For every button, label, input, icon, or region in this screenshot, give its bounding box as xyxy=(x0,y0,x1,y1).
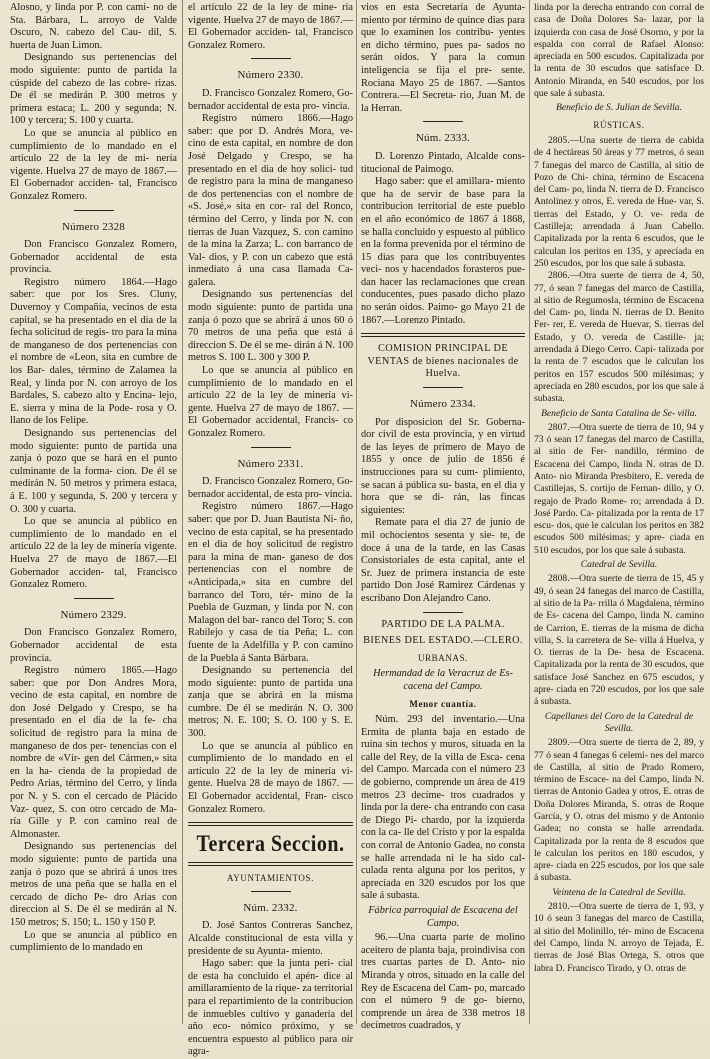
paragraph: Lo que se anuncia al público en cumplimiento de lo mandado en el artículo 22 de la ley de minería vi- gente. Huelva 28 de mayo de 1867. —El Gobernador accidental, Fran- cisco Gonzalez Romero. xyxy=(188,740,353,815)
paragraph: Registro número 1865.—Hago saber: que por Don Andres Mora, vecino de esta capital, en nombre de don José Delgado y Crespo, se ha presentado en el dia de la fe- cha solicitud de registro para la mina de manganeso de dos per- tenencias con el nombre de «Vír- gen del Cármen,» sita en la ha- cienda de la propiedad de Pedro Arias, término del Cerro, y linda por N. y S. con el cercado de Plácido Vaz- quez, S. con otro cercado de Ma- ría Gille y P. con camino real de Almonaster. xyxy=(10,665,177,840)
notice-number: Núm. 2332. xyxy=(243,901,298,914)
section-title: Tercera Seccion. xyxy=(196,831,345,857)
paragraph: Por disposicion del Sr. Goberna- dor civil de esta provincia, y en virtud de las leyes de primero de Mayo de 1855 y once de julio de 1856 é instrucciones para su cum- plimiento, se sacan á pública su- basta, en el dia y hora que se di- rán, las fincas siguientes: xyxy=(361,416,525,516)
separator-rule xyxy=(423,121,463,122)
column-1 xyxy=(10,2,177,1020)
separator-rule xyxy=(74,210,114,211)
paragraph: D. Francisco Gonzalez Romero, Go- bernador accidental, de esta pro- vincia. xyxy=(188,476,353,500)
type-heading: URBANAS. xyxy=(417,652,469,663)
paragraph: 2806.—Otra suerte de tierra de 4, 50, 77, ó sean 7 fanegas del marco de Castilla, al sitio de Regumosla, término de Escacena del Cam- po, linda N. tierras de D. Benito Fer- rer, E. vereda de Huevar, S. tierras del Estado, y O. vereda de Castille- ja; arrendada á Diego Cerro. Capi- talizada por la renta de 7 escudos que le calculan los peritos en 157 escudos 500 milésimas; y aprecíada en 280 escudos, por los que sale á subasta. xyxy=(534,270,704,405)
paragraph: Lo que se anuncia al público en cumplimiento de lo mandado en el artículo 22 de la ley de minería vigente. Huelva 27 de mayo de 1867.—El Gobernador acciden- tal, Francisco Gonzalez Romero. xyxy=(10,516,177,591)
paragraph: Lo que se anuncia al público en cumplimiento de lo mandado en el artículo 22 de la ley de minería vi- gente. Huelva 27 de mayo de 1867. —El Gobernador accidental, Francis- co Gonzalez Romero. xyxy=(188,365,353,439)
notice-number: Número 2331. xyxy=(237,457,304,470)
paragraph: Hago saber: que el amillara- miento que ha de servir de base para la contribucion territorial de este pueblo en el año económico de 1867 á 1868, se halla concluido y espuesto al público en la forma prevenida por el término de 15 dias para que los contribuyentes veci- nos y hacendados forasteros pue- dan hacer las reclamaciones que crean conducentes, pues pasado dicho plazo no serán oidos. Paimo- go Mayo 21 de 1867.—Lorenzo Pintado. xyxy=(361,176,525,326)
paragraph: Registro número 1864.—Hago saber: que por los Sres. Cluny, Duvernoy y Compañía, vecinos de esta capital, se ha presentado en el dia de la fecha solicitud de regis- tro para la mina de manganeso de dos pertenencias con el nombre de «Leon, sita en cumbre de los Bar- dales, término de Zalamea la Real, y linda por N. con arroyo de los Bardales, S. cabezo alto y Encina- lejo, E. sierra y mina de la Pode- rosa y O. llano de los Felipe. xyxy=(10,276,177,427)
paragraph: 2807.—Otra suerte de tierra de 10, 94 y 73 ó sean 17 fanegas del marco de Castilla, al sitio de Fer- nandillo, término de Escacena del Campo, linda N. otras de D. Anto- nio Miranda Presbítero, E. vereda de Castillejas, S. cortijo de Fernan- dillo, y O. regajo de Prado Rome- ro; arrendada á D. José Pardo. Ca- pitalizada por la renta de 17 escu- dos, que le calculan los peritos en 382 escudos 500 milésimas; y apre- ciada en 510 escudos, por los que sale á subasta. xyxy=(534,421,704,556)
column-divider xyxy=(356,0,357,1024)
column-3 xyxy=(361,2,525,1032)
paragraph: Designando sus pertenencias del modo siguiente: punto de partida una zanja ó pozo que se abrirá á unos 60 ó 70 metros de una peña que está á direccion S. De él se me- dirán á N. 100 metros S. 100 L. 300 y 300 P. xyxy=(188,289,353,364)
category-heading: BIENES DEL ESTADO.—CLERO. xyxy=(363,635,523,647)
entity-heading: Hermandad de la Veracruz de Es- cacena del Campo. xyxy=(373,668,513,692)
paragraph: Designando sus pertenencias del modo siguiente: punto de partida la cúspide del cabezo de las cobre- rizas. De él se medirán P. 300 metros y primera estaca; L. 200 y segunda; N. 100 y tercera; S. 100 y cuarta. xyxy=(10,52,177,127)
column-divider xyxy=(529,0,530,1024)
paragraph: D. José Santos Contreras Sanchez, Alcalde constitucional de esta villa y presidente de su Ayunta- miento. xyxy=(188,920,353,957)
separator-rule xyxy=(251,447,291,448)
paragraph: Registro número 1866.—Hago saber: que por D. Andrés Mora, ve- cino de esta capital, en nombre de don José Delgado y Crespo, se ha presentado en el dia de hoy solici- tud de registro para la mina de manganeso de dos pertenencias con el nombre de «S. José,» sita en cor- ral del Ronco, término del Cerro, y linda por N. con tierras de Juan Vazquez, S. con camino de la mina la Zarza; L. con barranco de Val- dios, y P. con un cabezo que está inmediato á una casa llamada Ca- galera. xyxy=(188,113,353,288)
entity-heading: Capellanes del Coro de la Catedral de Sevilla. xyxy=(544,710,694,734)
paragraph: linda por la derecha entrando con corral de casa de Doña Dolores Sa- lazar, por la izquierda con casa de José Osorno, y por la espalda con corral de Rafael Alonso: aprecíada en 500 escudos. Capitalizada por la renta de 30 escudos que satisface D. Antonio Miranda, en 540 escudos, por los que sale á subasta. xyxy=(534,2,704,100)
paragraph: 2805.—Una suerte de tierra de cabida de 4 hectáreas 50 áreas y 77 metros, ó sean 7 fanegas del marco de Castilla, al sitio de Pozo de Chi- china, término de Escacena del Cam- po, linda N. tierra de D. Francisco Antolinez y otros, E. vereda de Hue- var, S. tierras del Estado, y O. ve- reda de Castilleja; arrendada á Juan Cabello. Capitalizada por la renta 6 escudos, que le calculan los peritos en 135, y aprecíada en 250 escudos, por los que sale á subasta. xyxy=(534,134,704,269)
paragraph: D. Lorenzo Pintado, Alcalde cons- titucional de Paimogo. xyxy=(361,150,525,175)
column-4 xyxy=(534,2,704,1020)
separator-rule xyxy=(251,58,291,59)
entity-heading: Fábrica parroquial de Escacena del Campo. xyxy=(368,905,518,929)
entity-heading: Beneficio de Santa Catalina de Se- villa. xyxy=(541,407,697,419)
paragraph: Registro número 1867.—Hago saber: que por D. Juan Bautista Ni- ño, vecino de esta capital, se ha presentado en el dia de hoy solicitud de registro para la mina de man- ganeso de dos pertenencias con el nombre de «Anticipada,» sita en cumbre del barranco del Toro, tér- mino de la Puebla de Guzman, y linda por N. con Malagon del bar- ranco del Toro; S. con Rabilejo y casa de tia Peña; L. con fuente de la Adelfilla y P. con camino de la Puebla á Santa Bárbara. xyxy=(188,501,353,664)
paragraph: Don Francisco Gonzalez Romero, Gobernador accidental de esta provincia. xyxy=(10,627,177,664)
paragraph: 2809.—Otra suerte de tierra de 2, 89, y 77 ó sean 4 fanegas 6 celemi- nes del marco de Castilla, al sitio de Prado Romero, término de Escace- na del Campo, linda N. tierras de Antonio Gadea y otros, E. otras de Doña Dolores Miranda, S. otras de Roque García, y O. otras del mismo y de Antonio Gadea; no consta se halle arrendada. Capitalizada por la renta de 8 escudos que le calculan los peritos en 180 escudos, y apre- ciada en 225 escudos, por los que sale á subasta. xyxy=(534,737,704,884)
paragraph: Don Francisco Gonzalez Romero, Gobernador accidental de esta provincia. xyxy=(10,239,177,276)
column-2 xyxy=(188,2,353,1058)
district-heading: PARTIDO DE LA PALMA. xyxy=(381,618,505,630)
paragraph: Lo que se anuncia al público en cumplimiento de lo mandado en xyxy=(10,929,177,954)
paragraph: Designando sus pertenencias del modo siguiente: punto de partida una zanja ó pozo que se hará en el punto culminante de la forma- cion. De él se medirán N. 50 metros y primera estaca, á E. 100 y segunda, S. 200 y tercera y O. 300 y cuarta. xyxy=(10,428,177,515)
separator-rule xyxy=(423,387,463,388)
entity-heading: Catedral de Sevilla. xyxy=(580,559,658,571)
paragraph: Designando sus pertenencias del modo siguiente: punto de partida una zanja ó pozo que se abrirá á unos tres metros de una peña que se halla en el cercado de dicho Pe- dro Arias con direccion al S. De él se medirán al N. 150 metros; S. 150; L. 150 y 150 P. xyxy=(10,841,177,928)
separator-rule xyxy=(251,891,291,892)
paragraph: Remate para el dia 27 de junio de mil ochocientos sesenta y sie- te, de doce á una de la tarde, en las Casas Consistoriales de esta capital, ante el Sr. Juez de primera instancia de este partido Don José Ramirez Cárdenas y escribano Don Alejandro Cano. xyxy=(361,517,525,604)
amount-heading: Menor cuantía. xyxy=(409,698,477,709)
notice-number: Número 2328 xyxy=(62,220,125,233)
commission-heading: COMISION PRINCIPAL DE VENTAS de bienes nacionales de Huelva. xyxy=(367,343,519,380)
paragraph: Designando su pertenencia del modo siguiente: punto de partida una zanja que se abrirá en la misma cumbre. De él se medirán N. O. 300 metros; N. E. 100; S. O. 100 y S. E. 300. xyxy=(188,665,353,740)
notice-number: Número 2330. xyxy=(237,69,304,82)
paragraph: Núm. 293 del inventario.—Una Ermita de planta baja en estado de ruina sin techos y muros, situada en la calle del Rey, de la villa de Esca- cena del Campo. Marcada con el número 23 de gobierno, comprende un área de 419 metros 23 decíme- tros cuadrados y linda por la dere- cha entrando con casa de Diego Pi- chardo, por la izquierda con la ca- lle del Cristo y por la espalda con corral de Antonio Gadea, no consta se halle arrendada ni le ha sido cal- culada renta alguna por los peritos, y aprecíada en 320 escudos por los que sale á subasta. xyxy=(361,714,525,902)
paragraph: 2810.—Otra suerte de tierra de 1, 93, y 10 ó sean 3 fanegas del marco de Castilla, al sitio del Molinillo, tér- mino de Escacena del Campo, linda N. arroyo de Tejada, E. tierras de José Blas Ortega, S. otros que labra D. Francisco Tirado, y O. otras de xyxy=(534,901,704,974)
section-rule xyxy=(188,822,353,826)
paragraph: 2808.—Otra suerte de tierra de 15, 45 y 49, ó sean 24 fanegas del marco de Castilla, al sitio de la Pa- rrilla ó Magdalena, término de Es- cacena del Campo, linda N. camino de Carrion, E. tierras de la misma de dicha villa, S. la carretera de Se- villa á Huelva, y O. tierras de la De- hesa de Escacena. Capitalizada por la renta de 30 escudos, que satisface José Sanchez en 675 escudos, y apre- ciada en 720 escudos, por los que sale á subasta. xyxy=(534,573,704,708)
notice-number: Número 2329. xyxy=(60,608,127,621)
paragraph: 96.—Una cuarta parte de molino aceitero de planta baja, proindivisa con tres cuartas partes de D. Anto- nio Miranda y otros, situado en la calle del Rey de Escacena del Cam- po, marcado con el número 9 de go- bierno, comprende un área de 338 metros 18 decímetros cuadrados, y xyxy=(361,932,525,1032)
separator-rule xyxy=(423,612,463,613)
column-divider xyxy=(182,0,183,1024)
notice-number: Número 2334. xyxy=(410,398,476,411)
paragraph: el artículo 22 de la ley de mine- ría vigente. Huelva 27 de mayo de 1867.—El Gobernador acciden- tal, Francisco Gonzalez Romero. xyxy=(188,2,353,51)
entity-heading: Beneficio de S. Julian de Sevilla. xyxy=(555,102,682,114)
notice-number: Núm. 2333. xyxy=(415,132,471,145)
paragraph: Alosno, y linda por P. con cami- no de Sta. Bárbara, L. arroyo de Valde Oscuro, N. cabezo del Cau- dil, S. huerta de Juan Limon. xyxy=(10,2,177,51)
paragraph: Hago saber: que la junta peri- cial de esta ha concluido el apén- dice al amillaramiento de la rique- za territorial para el repartimiento de la contribucion de inmuebles cultivo y ganadería del año eco- nómico próximo, y se encuentra espuesto al público para oir agra- xyxy=(188,958,353,1058)
entity-heading: Veintena de la Catedral de Sevilla. xyxy=(552,886,686,898)
type-heading: RÚSTICAS. xyxy=(593,119,645,130)
subsection-heading: AYUNTAMIENTOS. xyxy=(227,873,314,884)
section-rule xyxy=(188,862,353,866)
section-rule xyxy=(361,333,525,337)
separator-rule xyxy=(74,598,114,599)
paragraph: vios en esta Secretaría de Ayunta- miento por término de quince dias para que lo examinen los contribu- yentes en dicho término, pues pa- sados no serán oidos. Y para la comun inteligencia se fija el pre- sente. Rociana Mayo 25 de 1867. —Santos Contrera.—El Secreta- rio, Juan M. de la Herran. xyxy=(361,2,525,114)
paragraph: D. Francisco Gonzalez Romero, Go- bernador accidental de esta pro- vincia. xyxy=(188,87,353,112)
paragraph: Lo que se anuncia al público en cumplimiento de lo mandado en el artículo 22 de la ley de mi- nería vigente. Huelva 27 de mayo de 1867.—El Gobernador acciden- tal, Francisco Gonzalez Romero. xyxy=(10,127,177,202)
